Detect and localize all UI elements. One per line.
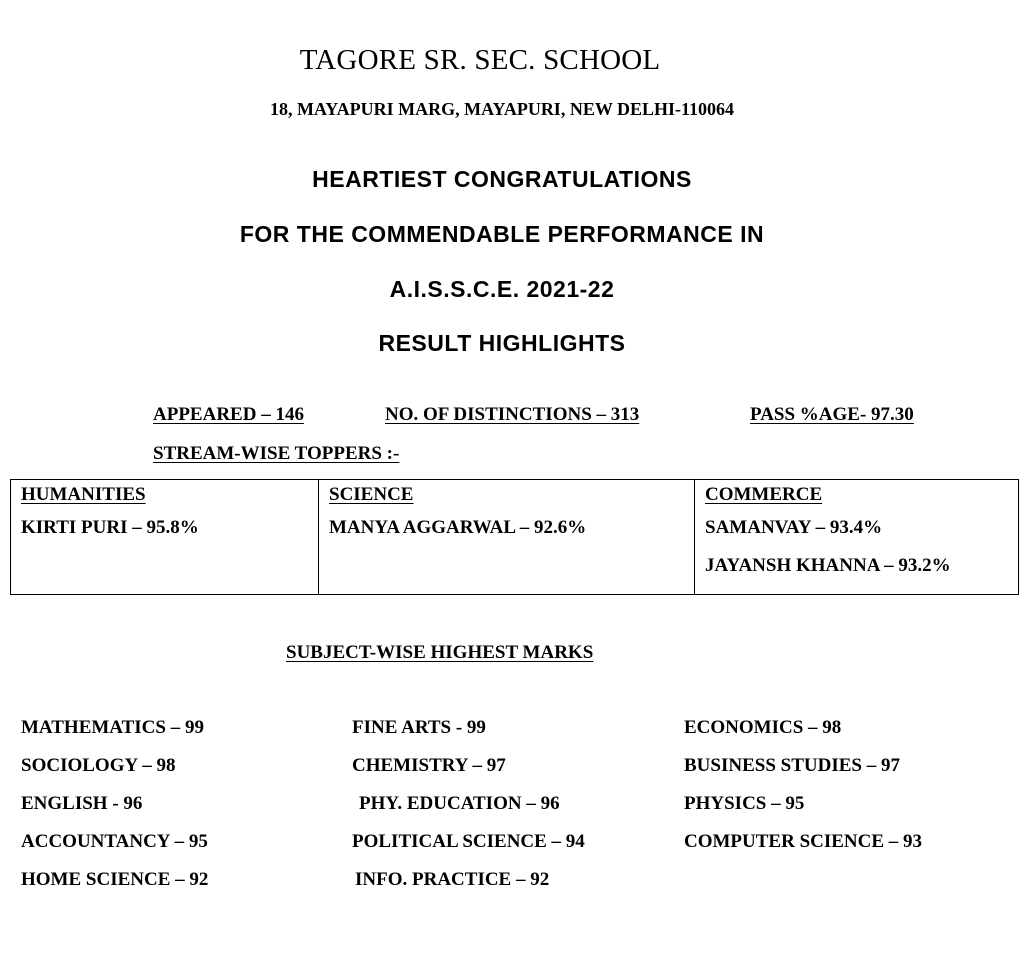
school-address: 18, MAYAPURI MARG, MAYAPURI, NEW DELHI-110064 [269, 99, 735, 119]
topper-name: MANYA AGGARWAL – 92.6% [329, 517, 587, 538]
science-cell [319, 480, 695, 595]
topper-name: SAMANVAY – 93.4% [705, 517, 883, 538]
school-name: TAGORE SR. SEC. SCHOOL [299, 44, 661, 76]
subject-mark: FINE ARTS - 99 [352, 717, 486, 738]
subject-mark: MATHEMATICS – 99 [21, 717, 204, 738]
subject-mark: ENGLISH - 96 [21, 793, 143, 814]
stream-header-science: SCIENCE [329, 484, 414, 505]
distinctions-stat: NO. OF DISTINCTIONS – 313 [385, 404, 640, 425]
subject-mark: PHYSICS – 95 [684, 793, 805, 814]
subject-mark: CHEMISTRY – 97 [352, 755, 506, 776]
subject-mark: SOCIOLOGY – 98 [21, 755, 176, 776]
subject-marks-title: SUBJECT-WISE HIGHEST MARKS [286, 642, 594, 663]
congratulations-heading: HEARTIEST CONGRATULATIONS [312, 166, 692, 192]
subject-mark: PHY. EDUCATION – 96 [359, 793, 560, 814]
subject-mark: ECONOMICS – 98 [684, 717, 842, 738]
appeared-stat: APPEARED – 146 [153, 404, 304, 425]
topper-name: JAYANSH KHANNA – 93.2% [705, 555, 951, 576]
subject-mark: COMPUTER SCIENCE – 93 [684, 831, 923, 852]
subject-mark: ACCOUNTANCY – 95 [21, 831, 208, 852]
stream-header-commerce: COMMERCE [705, 484, 823, 505]
humanities-cell [11, 480, 319, 595]
subject-mark: INFO. PRACTICE – 92 [355, 869, 550, 890]
stream-toppers-title: STREAM-WISE TOPPERS :- [153, 443, 400, 464]
subject-mark: POLITICAL SCIENCE – 94 [352, 831, 585, 852]
topper-name: KIRTI PURI – 95.8% [21, 517, 199, 538]
commerce-cell [695, 480, 1019, 595]
result-highlights-heading: RESULT HIGHLIGHTS [378, 330, 626, 356]
exam-heading: A.I.S.S.C.E. 2021-22 [389, 276, 615, 302]
stream-header-humanities: HUMANITIES [21, 484, 146, 505]
performance-heading: FOR THE COMMENDABLE PERFORMANCE IN [239, 221, 765, 247]
subject-mark: BUSINESS STUDIES – 97 [684, 755, 900, 776]
stream-toppers-table [10, 479, 1019, 595]
pass-percentage-stat: PASS %AGE- 97.30 [750, 404, 914, 425]
subject-mark: HOME SCIENCE – 92 [21, 869, 209, 890]
